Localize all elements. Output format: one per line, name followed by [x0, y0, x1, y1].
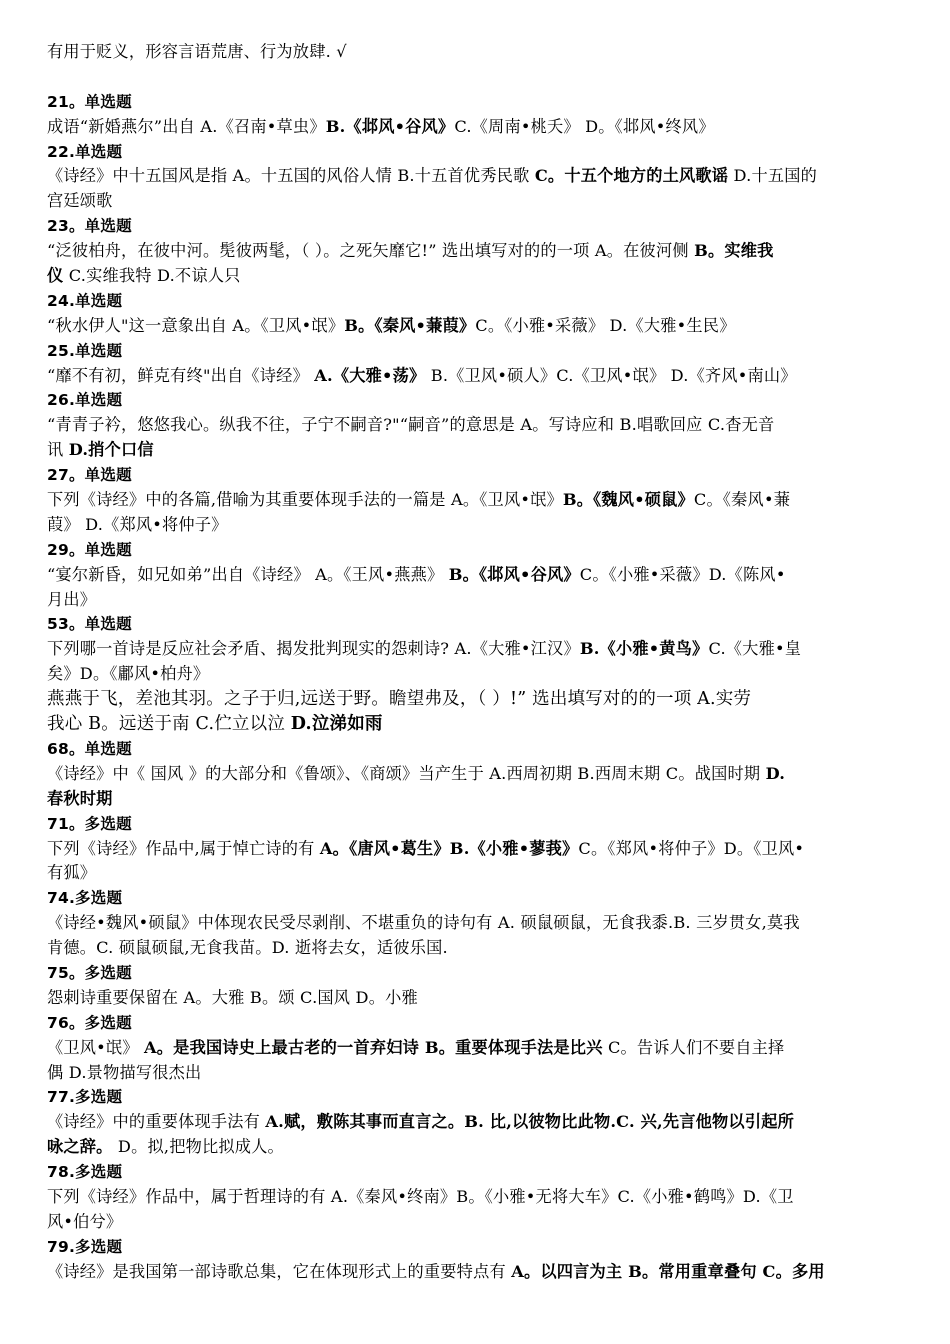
text-line: [47, 936, 907, 961]
bold-answer-text: C。十五个地方的土风歌谣: [534, 166, 729, 186]
text-line: [47, 637, 907, 662]
text-segment: C。《秦风•蒹: [693, 490, 791, 510]
text-segment: “青青子衿，悠悠我心。纵我不往，子宁不嗣音?"“嗣音”的意思是 A。写诗应和 B.唱歌回应 C.杳无音: [47, 415, 775, 435]
question-heading: [47, 388, 907, 413]
text-line: [47, 413, 907, 438]
text-line: [47, 911, 907, 936]
bold-answer-text: D.泣涕如雨: [290, 714, 383, 735]
text-line: [47, 314, 907, 339]
text-segment: C.《周南•桃夭》 D。《邶风•终风》: [454, 116, 715, 136]
text-line: [47, 588, 907, 613]
question-heading: [47, 961, 907, 986]
text-segment: 有狐》: [47, 863, 97, 883]
text-line: [47, 488, 907, 513]
question-heading: [47, 289, 907, 314]
text-segment: D。拟,把物比拟成人。: [112, 1137, 284, 1157]
text-line: [47, 1110, 907, 1135]
bold-answer-text: 29。单选题: [47, 540, 132, 559]
bold-answer-text: 24.单选题: [47, 291, 123, 310]
bold-answer-text: 春秋时期: [47, 788, 113, 808]
question-heading: [47, 339, 907, 364]
text-line: [47, 1260, 907, 1285]
text-segment: 肯德。C. 硕鼠硕鼠,无食我苗。D. 逝将去女，适彼乐国.: [47, 938, 448, 958]
text-line: [47, 1185, 907, 1210]
text-line: [47, 513, 907, 538]
bold-answer-text: B。《秦风•蒹葭》: [344, 315, 476, 335]
text-segment: C。《小雅•采薇》D.《陈风•: [579, 564, 786, 584]
bold-answer-text: B.《邶风•谷风》: [325, 116, 455, 136]
bold-answer-text: 68。单选题: [47, 739, 132, 758]
question-heading: [47, 140, 907, 165]
text-segment: D.十五国的: [728, 166, 818, 186]
text-segment: 矣》D。《鄘风•柏舟》: [47, 664, 210, 684]
bold-answer-text: B。实维我: [694, 241, 774, 261]
question-heading: [47, 90, 907, 115]
text-line: [47, 1036, 907, 1061]
text-line: [47, 1135, 907, 1160]
text-segment: 《诗经•魏风•硕鼠》中体现农民受尽剥削、不堪重负的诗句有 A. 硕鼠硕鼠，无食我黍.B. 三岁贯女,莫我: [47, 913, 800, 933]
question-heading: [47, 1235, 907, 1260]
bold-answer-text: 23。单选题: [47, 217, 132, 236]
text-segment: 下列哪一首诗是反应社会矛盾、揭发批判现实的怨刺诗? A.《大雅•江汉》: [47, 639, 580, 659]
question-heading: [47, 886, 907, 911]
text-line: [47, 189, 907, 214]
question-heading: [47, 612, 907, 637]
text-line: [47, 264, 907, 289]
bold-answer-text: A.赋，敷陈其事而直言之。B. 比,以彼物比此物.C. 兴,先言他物以引起所: [265, 1112, 794, 1132]
question-heading: [47, 538, 907, 563]
bold-answer-text: D.: [765, 763, 786, 783]
question-heading: [47, 463, 907, 488]
bold-answer-text: 22.单选题: [47, 142, 123, 161]
bold-answer-text: A。《唐风•葛生》B.《小雅•蓼莪》: [319, 838, 579, 858]
question-heading: [47, 214, 907, 239]
text-segment: C。告诉人们不要自主择: [602, 1037, 785, 1057]
text-line: [47, 164, 907, 189]
bold-answer-text: B.《小雅•黄鸟》: [579, 639, 709, 659]
text-segment: 我心 B。远送于南 C.伫立以泣: [47, 714, 291, 735]
text-segment: “宴尔新昏，如兄如弟”出自《诗经》 A。《王风•燕燕》: [47, 564, 449, 584]
bold-answer-text: 25.单选题: [47, 341, 123, 360]
bold-answer-text: 79.多选题: [47, 1237, 123, 1256]
bold-answer-text: 53。单选题: [47, 615, 132, 634]
bold-answer-text: 76。多选题: [47, 1013, 132, 1032]
text-segment: 怨刺诗重要保留在 A。大雅 B。颂 C.国风 D。小雅: [47, 987, 418, 1007]
text-line: [47, 787, 907, 812]
bold-answer-text: 71。多选题: [47, 814, 132, 833]
text-segment: 下列《诗经》作品中,属于悼亡诗的有: [47, 838, 320, 858]
text-segment: 《诗经》中《 国风 》的大部分和《鲁颂》、《商颂》当产生于 A.西周初期 B.西周末期 C。战国时期: [47, 763, 766, 783]
text-line: [47, 762, 907, 787]
bold-answer-text: 21。单选题: [47, 92, 132, 111]
text-segment: 下列《诗经》中的各篇,借喻为其重要体现手法的一篇是 A。《卫风•氓》: [47, 490, 563, 510]
text-segment: “秋水伊人"这一意象出自 A。《卫风•氓》: [47, 315, 345, 335]
bold-answer-text: 26.单选题: [47, 391, 123, 410]
bold-answer-text: A。是我国诗史上最古老的一首弃妇诗 B。重要体现手法是比兴: [144, 1037, 603, 1057]
bold-answer-text: B。《魏风•硕鼠》: [562, 490, 694, 510]
text-segment: C。《小雅•采薇》 D.《大雅•生民》: [475, 315, 736, 335]
bold-answer-text: A.《大雅•荡》: [314, 365, 426, 385]
text-segment: 风•伯兮》: [47, 1211, 123, 1231]
text-line: [47, 662, 907, 687]
question-heading: [47, 1011, 907, 1036]
bold-answer-text: 74.多选题: [47, 889, 123, 908]
text-segment: 有用于贬义，形容言语荒唐、行为放肆. √: [47, 42, 347, 61]
document-page: [47, 40, 907, 1285]
text-segment: 成语“新婚燕尔”出自 A.《召南•草虫》: [47, 116, 326, 136]
bold-answer-text: 75。多选题: [47, 963, 132, 982]
text-line: [47, 837, 907, 862]
bold-answer-text: 78.多选题: [47, 1163, 123, 1182]
bold-answer-text: 77.多选题: [47, 1088, 123, 1107]
text-line: [47, 239, 907, 264]
text-line: [47, 712, 907, 737]
text-line: [47, 986, 907, 1011]
question-heading: [47, 812, 907, 837]
text-segment: 葭》 D.《郑风•将仲子》: [47, 514, 228, 534]
text-segment: 《卫风•氓》: [47, 1037, 145, 1057]
text-segment: 《诗经》中十五国风是指 A。十五国的风俗人情 B.十五首优秀民歌: [47, 166, 535, 186]
text-segment: C。《郑风•将仲子》D。《卫风•: [578, 838, 805, 858]
text-segment: “泛彼柏舟，在彼中河。髧彼两髦，（ ）。之死矢靡它!” 选出填写对的的一项 A。在彼河侧: [47, 241, 695, 261]
question-heading: [47, 1085, 907, 1110]
bold-answer-text: B。《邶风•谷风》: [448, 564, 580, 584]
text-line: [47, 1210, 907, 1235]
text-line: [47, 40, 907, 65]
text-line: [47, 438, 907, 463]
text-segment: C.《大雅•皇: [708, 639, 802, 659]
text-segment: 宫廷颂歌: [47, 191, 113, 211]
bold-answer-text: 仪: [47, 266, 64, 286]
bold-answer-text: 咏之辞。: [47, 1137, 113, 1157]
text-line: [47, 861, 907, 886]
text-line: [47, 115, 907, 140]
text-segment: 讯: [47, 440, 69, 460]
text-line: [47, 364, 907, 389]
text-line: [47, 1061, 907, 1086]
text-segment: “靡不有初，鲜克有终"出自《诗经》: [47, 365, 315, 385]
bold-answer-text: A。以四言为主 B。常用重章叠句 C。多用: [511, 1261, 825, 1281]
text-segment: 月出》: [47, 589, 97, 609]
text-segment: B.《卫风•硕人》C.《卫风•氓》 D.《齐风•南山》: [425, 365, 797, 385]
text-line: [47, 563, 907, 588]
question-heading: [47, 737, 907, 762]
text-segment: 下列《诗经》作品中，属于哲理诗的有 A.《秦风•终南》B。《小雅•无将大车》C.《小雅•鹤鸣》D.《卫: [47, 1186, 794, 1206]
text-segment: 《诗经》是我国第一部诗歌总集，它在体现形式上的重要特点有: [47, 1261, 512, 1281]
text-segment: 《诗经》中的重要体现手法有: [47, 1112, 266, 1132]
text-line: [47, 687, 907, 712]
question-heading: [47, 1160, 907, 1185]
blank-line: [47, 65, 907, 90]
bold-answer-text: 27。单选题: [47, 466, 132, 485]
text-segment: 燕燕于飞，差池其羽。之子于归,远送于野。瞻望弗及，（ ）!” 选出填写对的的一项 A.实劳: [47, 689, 752, 710]
bold-answer-text: D.捎个口信: [68, 440, 154, 460]
text-segment: 偶 D.景物描写很杰出: [47, 1062, 202, 1082]
text-segment: C.实维我特 D.不谅人只: [63, 266, 241, 286]
